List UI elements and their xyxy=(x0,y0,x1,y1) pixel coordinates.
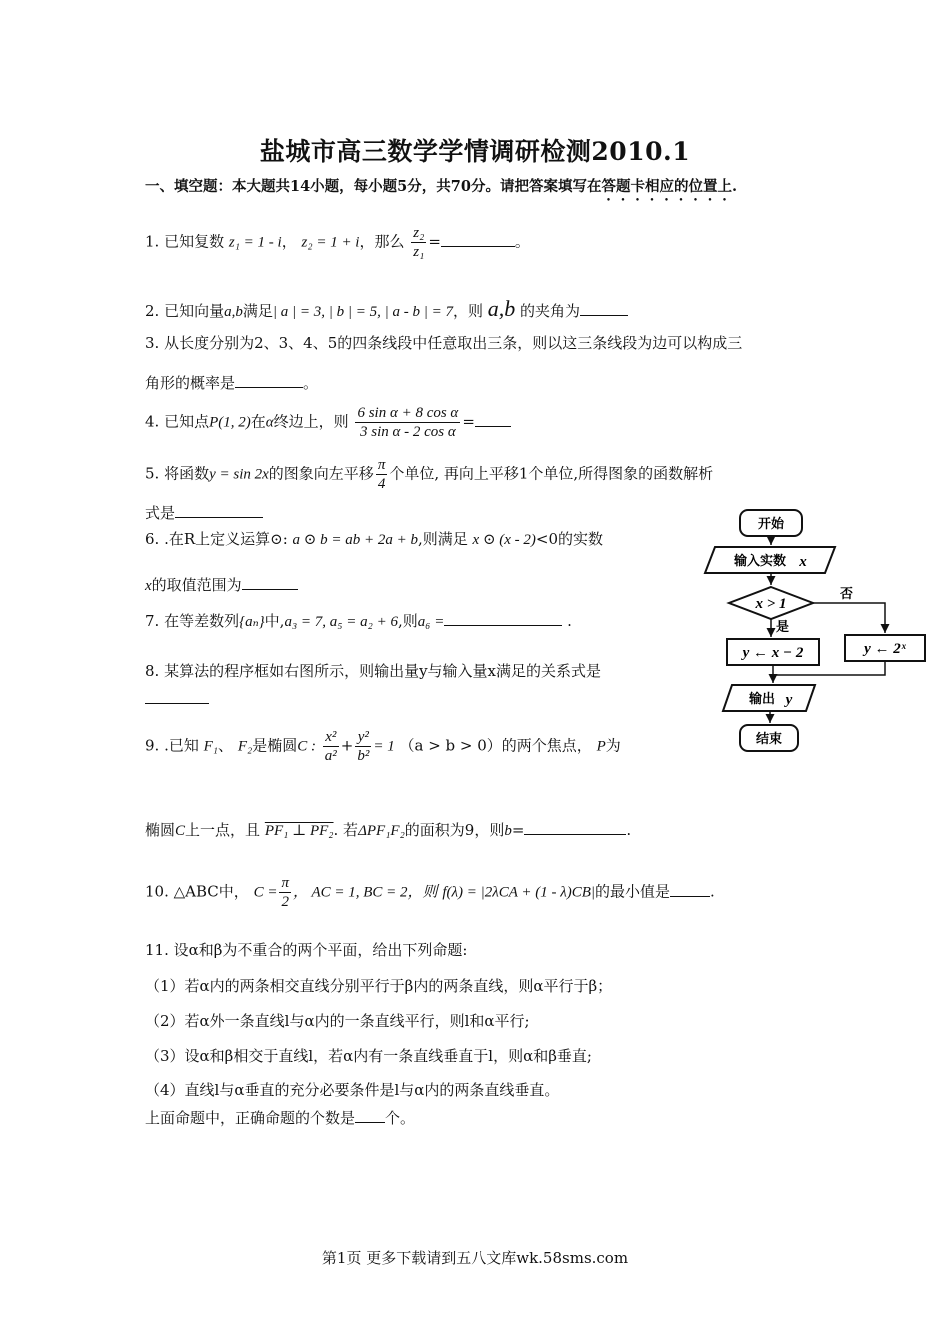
question-9 xyxy=(145,728,621,765)
q2-ab2: a,b xyxy=(487,296,516,321)
section-heading-text: 一、填空题：本大题共14小题，每小题5分，共70分。请把答案填写在 xyxy=(145,178,602,195)
q9-f1: F₁ xyxy=(203,738,219,755)
q5-mid: 的图象向左平移 xyxy=(268,464,374,483)
question-10 xyxy=(145,874,715,911)
q10-function: f(λ) = |2λCA + (1 - λ)CB| xyxy=(442,884,596,901)
q6-x: x xyxy=(145,578,152,594)
q11-answer-blank xyxy=(355,1108,385,1123)
q10-rest: ， AC = 1, BC = 2，则 xyxy=(292,884,438,901)
q1-z2: z₂ = 1 + i xyxy=(301,234,360,251)
q5-fraction xyxy=(376,456,388,493)
q9-p: P xyxy=(596,738,606,755)
flow-start-label: 开始 xyxy=(757,517,785,532)
flow-right-label: y ← 2ˣ xyxy=(864,641,906,657)
q4-prefix: 4. 已知点 xyxy=(145,412,210,431)
q7-mid: 中, xyxy=(264,612,285,630)
q9-prefix: 9. .已知 xyxy=(145,736,199,755)
q2-end: 的夹角为 xyxy=(520,302,581,320)
q6-answer-blank xyxy=(242,575,298,590)
question-11-item-1: （1）若α内的两条相交直线分别平行于β内的两条直线，则α平行于β； xyxy=(145,977,613,995)
q4-eq: = xyxy=(462,412,475,431)
q6-mid: ,则满足 xyxy=(417,530,468,548)
q9-cond: （a > b > 0）的两个焦点， xyxy=(399,736,592,755)
question-3-line-1: 3. 从长度分别为2、3、4、5的四条线段中任意取出三条，则以这三条线段为边可以构成三 xyxy=(145,334,743,352)
section-heading xyxy=(145,175,737,204)
page-title: 盐城市高三数学学情调研检测2010.1 xyxy=(259,137,691,166)
q7-sequence: {aₙ} xyxy=(239,614,265,630)
section-emphasis: 答题卡相应的位置上 xyxy=(601,178,732,195)
q1-mid: ，那么 xyxy=(359,232,405,251)
question-11-item-3: （3）设α和β相交于直线l，若α内有一条直线垂直于l，则α和β垂直; xyxy=(145,1047,592,1065)
question-9-line-2 xyxy=(145,820,631,840)
q1-fraction xyxy=(411,224,426,261)
question-3-line-2 xyxy=(145,373,318,392)
q7-end: . xyxy=(567,612,572,630)
q5-den: 4 xyxy=(377,476,386,492)
q9-line2b: 上一点，且 xyxy=(185,821,261,839)
q9-yd: b² xyxy=(357,748,370,764)
q10-fraction xyxy=(279,874,291,911)
q1-z1: z₁ = 1 - i xyxy=(228,234,282,251)
question-2 xyxy=(145,296,628,322)
q5-prefix: 5. 将函数 xyxy=(145,464,210,483)
q10-c: C = xyxy=(253,884,278,901)
q3-end: 。 xyxy=(303,374,319,392)
flow-decision-label: x > 1 xyxy=(755,596,787,612)
flow-end-label: 结束 xyxy=(755,732,783,747)
q9-c: C : xyxy=(297,738,316,755)
q9-yn: y² xyxy=(355,728,371,747)
q9-xn: x² xyxy=(323,728,339,747)
question-11-item-2: （2）若α外一条直线l与α内的一条直线平行，则l和α平行; xyxy=(145,1012,530,1030)
flow-left-label: y ← x − 2 xyxy=(742,645,804,661)
q5-answer-blank xyxy=(175,503,263,518)
q9-eq: = 1 xyxy=(373,738,395,755)
q7-condition: a₃ = 7, a₅ = a₂ + 6 xyxy=(284,614,398,630)
q9-line2a: 椭圆 xyxy=(145,821,176,839)
q1-answer-blank xyxy=(441,232,515,247)
flow-input-var: x xyxy=(799,554,807,570)
q9-plus: + xyxy=(340,736,354,755)
q2-prefix: 2. 已知向量 xyxy=(145,302,225,320)
q9-triangle: ΔPF₁F₂ xyxy=(358,823,405,839)
q9-ruo: . 若 xyxy=(333,821,359,839)
q2-ab: a,b xyxy=(224,304,243,320)
q6-inequality: x ⊙ (x - 2) xyxy=(472,532,536,548)
q9-frac-y xyxy=(355,728,371,765)
question-8-line-2 xyxy=(145,689,209,708)
q10-prefix: 10. △ABC中， xyxy=(145,882,249,901)
q10-end: 的最小值是 xyxy=(595,882,671,901)
q7-a6: a₆ = xyxy=(417,614,445,630)
flow-yes-label: 是 xyxy=(776,620,790,635)
q10-num: π xyxy=(281,875,289,891)
q9-wei: 为 xyxy=(605,736,621,755)
q1-eq: = xyxy=(428,232,441,251)
q9-b: b xyxy=(504,823,512,839)
q8-answer-blank xyxy=(145,689,209,704)
q11-ask: 上面命题中，正确命题的个数是 xyxy=(145,1109,356,1127)
q10-answer-blank xyxy=(670,882,710,897)
question-5 xyxy=(145,456,713,493)
q1-den: z₁ xyxy=(413,244,425,260)
question-6 xyxy=(145,530,603,549)
q9-f2: F₂ xyxy=(237,738,253,755)
q6-prefix: 6. .在R上定义运算⊙: xyxy=(145,530,288,548)
q4-mid: 在 xyxy=(250,412,266,431)
question-5-line-2 xyxy=(145,503,263,522)
q4-point: P(1, 2) xyxy=(209,414,251,431)
q2-comma: ，则 xyxy=(452,302,483,320)
q9-end: . xyxy=(626,821,632,839)
question-11-item-4: （4）直线l与α垂直的充分必要条件是l与α内的两条直线垂直。 xyxy=(145,1081,560,1099)
q5-line2: 式是 xyxy=(145,504,176,522)
question-6-line-2 xyxy=(145,575,298,595)
flow-no-label: 否 xyxy=(840,587,854,602)
q7-prefix: 7. 在等差数列 xyxy=(145,612,240,630)
q4-num: 6 sin α + 8 cos α xyxy=(357,405,459,421)
q5-rest: 个单位, 再向上平移1个单位,所得图象的函数解析 xyxy=(389,464,714,483)
q4-answer-blank xyxy=(475,412,511,427)
q9-xd: a² xyxy=(324,748,337,764)
question-11-ask xyxy=(145,1108,415,1127)
q3-line2: 角形的概率是 xyxy=(145,374,236,392)
q1-prefix: 1. 已知复数 xyxy=(145,232,225,251)
question-4 xyxy=(145,404,511,441)
q2-answer-blank xyxy=(580,301,628,316)
q1-num: z₂ xyxy=(413,225,425,241)
question-8: 8. 某算法的程序框如右图所示，则输出量y与输入量x满足的关系式是 xyxy=(145,662,602,680)
page-footer: 第1页 更多下载请到五八文库wk.58sms.com xyxy=(321,1249,629,1267)
q6-rest: <0的实数 xyxy=(535,530,604,548)
q1-end: 。 xyxy=(514,232,530,251)
q9-mid: 是椭圆 xyxy=(252,736,298,755)
q10-den: 2 xyxy=(281,894,289,910)
q5-num: π xyxy=(377,457,386,473)
q4-mid2: 终边上，则 xyxy=(273,412,349,431)
q5-function: y = sin 2x xyxy=(209,466,269,483)
q7-then: ,则 xyxy=(397,612,418,630)
flowchart xyxy=(700,505,940,765)
q10-dot: . xyxy=(710,882,715,901)
q3-answer-blank xyxy=(235,373,303,388)
q6-line2: 的取值范围为 xyxy=(151,576,242,594)
q9-eq2: = xyxy=(511,821,525,839)
flow-input-label: 输入实数 xyxy=(733,554,787,569)
q6-definition: a ⊙ b = ab + 2a + b xyxy=(292,532,418,548)
question-7 xyxy=(145,611,572,631)
q9-line2c: C xyxy=(175,823,186,839)
q9-perp: PF₁ ⊥ PF₂ xyxy=(264,823,334,839)
q4-fraction xyxy=(355,404,460,441)
q1-sep: ， xyxy=(281,232,297,251)
q9-frac-x xyxy=(323,728,339,765)
q9-answer-blank xyxy=(524,820,626,835)
q4-alpha: α xyxy=(265,414,274,431)
q9-area: 的面积为9，则 xyxy=(404,821,505,839)
question-1 xyxy=(145,224,530,261)
question-11-intro: 11. 设α和β为不重合的两个平面，给出下列命题: xyxy=(145,941,468,959)
q2-cond: | a | = 3, | b | = 5, | a - b | = 7 xyxy=(272,304,453,320)
flow-output-var: y xyxy=(785,692,793,708)
section-tail: . xyxy=(731,178,738,195)
q4-den: 3 sin α - 2 cos α xyxy=(360,424,456,440)
q2-mid: 满足 xyxy=(242,302,273,320)
flow-output-label: 输出 xyxy=(748,692,776,707)
q11-unit: 个。 xyxy=(385,1109,416,1127)
q9-sep: 、 xyxy=(218,736,234,755)
q7-answer-blank xyxy=(444,611,562,626)
